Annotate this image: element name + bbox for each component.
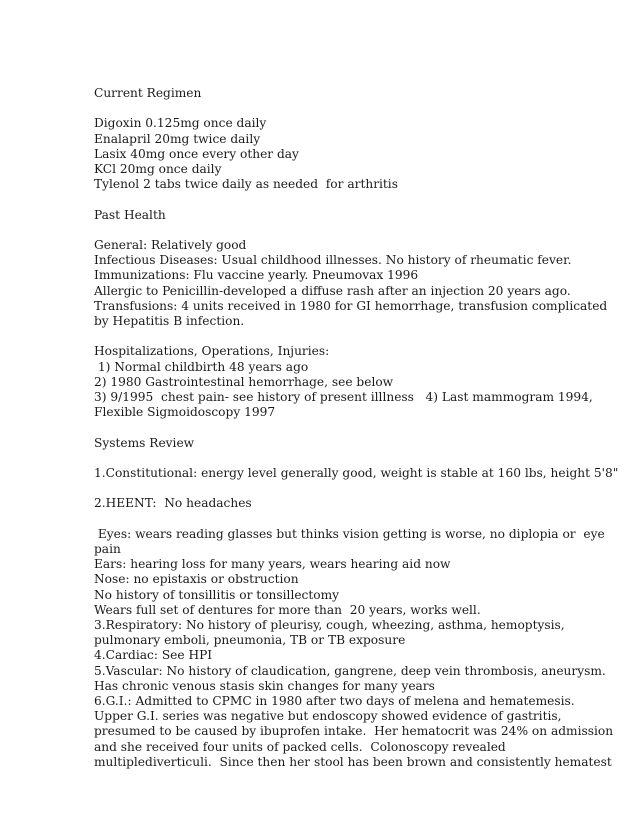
hospitalizations-line: 2) 1980 Gastrointestinal hemorrhage, see below bbox=[94, 374, 394, 389]
spacer bbox=[94, 101, 578, 116]
past-health-line: Infectious Diseases: Usual childhood illnesses. No history of rheumatic fever. bbox=[94, 253, 572, 268]
hospitalizations-line: Flexible Sigmoidoscopy 1997 bbox=[94, 405, 276, 420]
regimen-line: Tylenol 2 tabs twice daily as needed for arthritis bbox=[94, 177, 398, 192]
heent-line: 2.HEENT: No headaches bbox=[94, 496, 252, 511]
past-health-line: General: Relatively good bbox=[94, 237, 247, 252]
spacer bbox=[94, 192, 578, 207]
regimen-line: Enalapril 20mg twice daily bbox=[94, 131, 261, 146]
review-line: multiplediverticuli. Since then her stool has been brown and consistently hematest bbox=[94, 754, 612, 769]
review-line: pulmonary emboli, pneumonia, TB or TB exposure bbox=[94, 633, 406, 648]
review-line: Has chronic venous stasis skin changes for many years bbox=[94, 678, 435, 693]
review-line: 6.G.I.: Admitted to CPMC in 1980 after two days of melena and hematemesis. bbox=[94, 694, 575, 708]
review-line: 4.Cardiac: See HPI bbox=[94, 648, 213, 663]
review-line: presumed to be caused by ibuprofen intake. Her hematocrit was 24% on admission bbox=[94, 724, 614, 739]
past-health-heading: Past Health bbox=[94, 207, 166, 222]
systems-review-heading: Systems Review bbox=[94, 435, 195, 450]
regimen-line: Digoxin 0.125mg once daily bbox=[94, 116, 267, 131]
constitutional-line: 1.Constitutional: energy level generally good, weight is stable at 160 lbs, height 5'8" bbox=[94, 465, 619, 480]
review-line: No history of tonsillitis or tonsillectomy bbox=[94, 587, 340, 602]
review-line: Nose: no epistaxis or obstruction bbox=[94, 572, 299, 587]
review-line: and she received four units of packed cells. Colonoscopy revealed bbox=[94, 739, 506, 754]
hospitalizations-line: Hospitalizations, Operations, Injuries: bbox=[94, 344, 330, 359]
review-line: Eyes: wears reading glasses but thinks vision getting is worse, no diplopia or eye bbox=[94, 526, 605, 541]
past-health-line: Immunizations: Flu vaccine yearly. Pneumovax 1996 bbox=[94, 268, 419, 283]
hospitalizations-line: 3) 9/1995 chest pain- see history of present illlness 4) Last mammogram 1994, bbox=[94, 390, 593, 404]
spacer bbox=[94, 420, 578, 435]
spacer bbox=[94, 451, 578, 466]
spacer bbox=[94, 329, 578, 344]
review-line: Wears full set of dentures for more than 20 years, works well. bbox=[94, 602, 481, 617]
spacer bbox=[94, 512, 578, 527]
past-health-line: Transfusions: 4 units received in 1980 for GI hemorrhage, transfusion complicated bbox=[94, 298, 608, 313]
past-health-line: Allergic to Penicillin-developed a diffuse rash after an injection 20 years ago. bbox=[94, 283, 571, 298]
review-line: 3.Respiratory: No history of pleurisy, cough, wheezing, asthma, hemoptysis, bbox=[94, 617, 565, 632]
regimen-line: Lasix 40mg once every other day bbox=[94, 146, 299, 161]
past-health-line: by Hepatitis B infection. bbox=[94, 314, 245, 328]
regimen-heading: Current Regimen bbox=[94, 86, 202, 100]
spacer bbox=[94, 481, 578, 496]
regimen-line: KCl 20mg once daily bbox=[94, 162, 222, 176]
hospitalizations-line: 1) Normal childbirth 48 years ago bbox=[94, 359, 309, 374]
review-line: pain bbox=[94, 541, 121, 556]
spacer bbox=[94, 223, 578, 238]
review-line: Ears: hearing loss for many years, wears hearing aid now bbox=[94, 557, 451, 572]
review-line: Upper G.I. series was negative but endoscopy showed evidence of gastritis, bbox=[94, 709, 562, 724]
review-line: 5.Vascular: No history of claudication, gangrene, deep vein thrombosis, aneurysm. bbox=[94, 663, 606, 678]
